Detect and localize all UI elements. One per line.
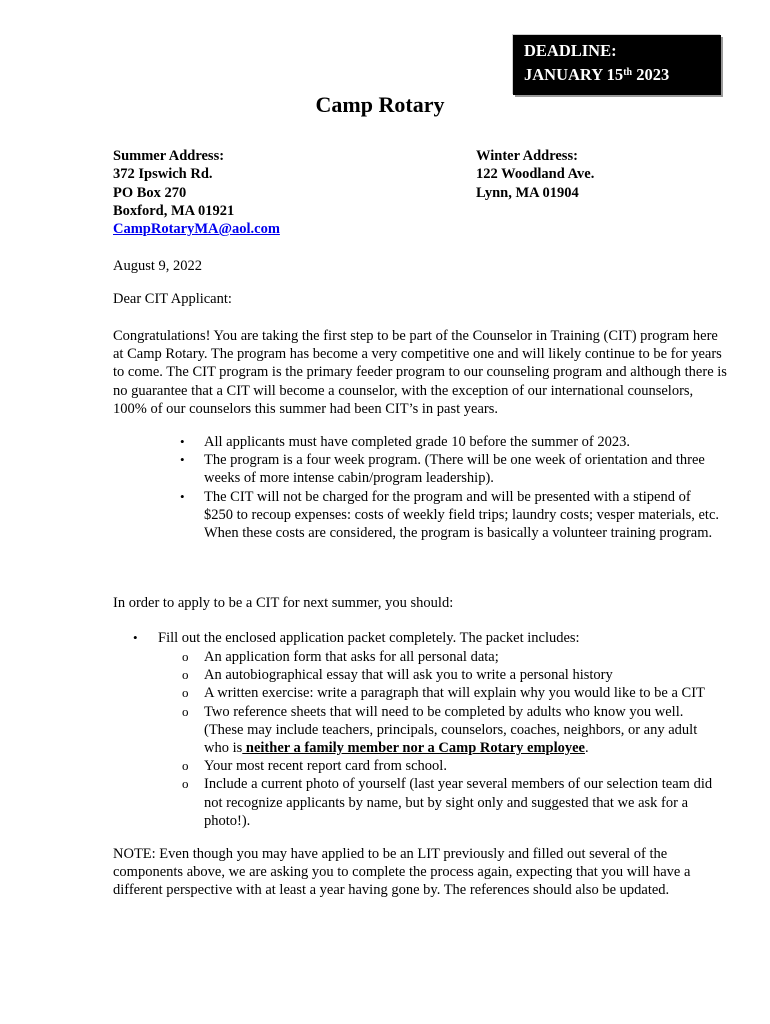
list-item: o A written exercise: write a paragraph that will explain why you would like to be a CIT (180, 684, 725, 702)
winter-address-label: Winter Address: (476, 148, 578, 164)
deadline-date: JANUARY 15th 2023 (524, 65, 670, 84)
intro-paragraph: Congratulations! You are taking the first step to be part of the Counselor in Training (CIT) program here at Camp Rotary. The program has become a very competitive one and will likely continue to be for years to come. The CIT program is the primary feeder program to our counseling program and although there is no guarantee that a CIT will become a counselor, with the exception of our international counselors, 100% of our counselors this summer had been CIT’s in past years. (113, 328, 727, 417)
list-item: o Include a current photo of yourself (last year several members of our selection team did not recognize applicants by name, but by sight only and suggested that we ask for a photo!). (180, 775, 725, 830)
list-item: • The program is a four week program. (There will be one week of orientation and three weeks of more intense cabin/program leadership). (180, 451, 720, 487)
apply-main-text: Fill out the enclosed application packet completely. The packet includes: (158, 630, 580, 646)
summer-address-label: Summer Address: (113, 148, 225, 164)
winter-address-line: Lynn, MA 01904 (476, 184, 579, 201)
deadline-label: DEADLINE: (524, 41, 617, 60)
list-item: o An autobiographical essay that will ask you to write a personal history (180, 666, 725, 684)
list-item: o Your most recent report card from school. (180, 757, 725, 775)
summer-address (113, 147, 280, 238)
program-details-list (180, 433, 720, 542)
summer-address-line: 372 Ipswich Rd. (113, 166, 213, 183)
list-item: • The CIT will not be charged for the program and will be presented with a stipend of $250 to recoup expenses: costs of weekly field trips; laundry costs; vesper materials, etc. When these costs are considered, the program is basically a volunteer training program. (180, 488, 720, 543)
list-item: • All applicants must have completed grade 10 before the summer of 2023. (180, 433, 720, 451)
winter-address-line: 122 Woodland Ave. (476, 166, 595, 183)
page-title: Camp Rotary (315, 92, 445, 117)
list-item: o Two reference sheets that will need to be completed by adults who know you well. (These may include teachers, principals, counselors, coaches, neighbors, or any adult who is neither a family member nor a Camp Rotary employee. (180, 703, 725, 758)
winter-address (476, 147, 594, 202)
packet-items-list (180, 648, 725, 830)
email-link[interactable]: CampRotaryMA@aol.com (113, 221, 280, 238)
note-paragraph: NOTE: Even though you may have applied to be an LIT previously and filled out several of the components above, we are asking you to complete the process again, expecting that you will have a different perspective with at least a year having gone by. The references should also be updated. (113, 846, 691, 899)
apply-intro: In order to apply to be a CIT for next summer, you should: (113, 595, 454, 611)
summer-address-line: PO Box 270 (113, 184, 187, 201)
salutation: Dear CIT Applicant: (113, 291, 232, 307)
emphasis-text: neither a family member nor a Camp Rotary employee (242, 740, 585, 757)
letter-date: August 9, 2022 (113, 258, 203, 274)
summer-address-line: Boxford, MA 01921 (113, 202, 235, 219)
list-item: o An application form that asks for all personal data; (180, 648, 725, 666)
deadline-banner (513, 35, 721, 95)
bullet-icon: • (133, 630, 138, 645)
